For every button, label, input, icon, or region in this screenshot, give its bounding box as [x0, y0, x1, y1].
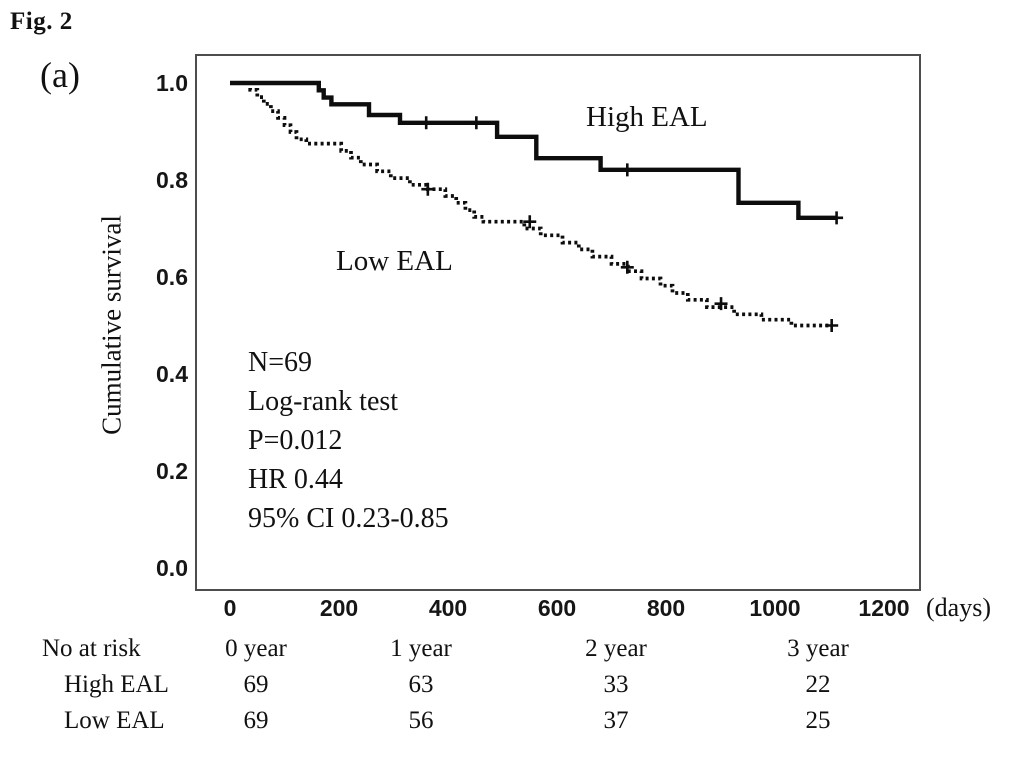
x-axis-unit: (days) [926, 593, 991, 622]
risk-table-value: 69 [243, 671, 269, 698]
figure-label: Fig. 2 [10, 8, 73, 35]
censor-mark [420, 116, 433, 129]
x-tick-label: 400 [428, 595, 468, 621]
km-curve-high-eal [230, 83, 837, 218]
risk-table-value: 33 [603, 671, 629, 698]
risk-table-value: 63 [408, 671, 434, 698]
stats-line-ci: 95% CI 0.23-0.85 [248, 503, 449, 534]
y-tick-label: 0.6 [156, 264, 188, 290]
series-label-high-eal: High EAL [586, 101, 708, 133]
risk-table-row-label: Low EAL [64, 707, 165, 734]
y-tick-label: 0.2 [156, 458, 188, 484]
x-tick-label: 0 [223, 595, 237, 621]
risk-table-column-header: 3 year [787, 635, 849, 662]
risk-table-value: 37 [603, 707, 629, 734]
risk-table-column-header: 0 year [225, 635, 287, 662]
risk-table-value: 22 [805, 671, 831, 698]
y-axis-title: Cumulative survival [96, 215, 127, 435]
panel-a-label: (a) [40, 55, 80, 95]
y-tick-label: 0.8 [156, 167, 188, 193]
risk-table-title: No at risk [42, 635, 141, 662]
stats-line-test: Log-rank test [248, 386, 399, 417]
y-tick-label: 0.0 [156, 555, 188, 581]
stats-line-n: N=69 [248, 347, 313, 378]
risk-table-value: 56 [408, 707, 434, 734]
series-label-low-eal: Low EAL [336, 245, 453, 277]
stats-annotation [248, 343, 449, 538]
risk-table-value: 69 [243, 707, 269, 734]
y-tick-label: 1.0 [156, 70, 188, 96]
risk-table-row-label: High EAL [64, 671, 169, 698]
censor-mark [825, 319, 838, 332]
x-tick-label: 800 [646, 595, 686, 621]
stats-line-hr: HR 0.44 [248, 464, 343, 495]
risk-table-column-header: 2 year [585, 635, 647, 662]
x-tick-label: 1000 [749, 595, 801, 621]
censor-mark [470, 116, 483, 129]
risk-table-value: 25 [805, 707, 831, 734]
censor-mark [421, 183, 434, 196]
x-tick-label: 600 [537, 595, 577, 621]
y-tick-label: 0.4 [156, 361, 188, 387]
risk-table-column-header: 1 year [390, 635, 452, 662]
censor-mark [830, 211, 843, 224]
censor-mark [621, 163, 634, 176]
stats-line-p: P=0.012 [248, 425, 343, 456]
x-tick-label: 200 [319, 595, 359, 621]
x-tick-label: 1200 [858, 595, 910, 621]
